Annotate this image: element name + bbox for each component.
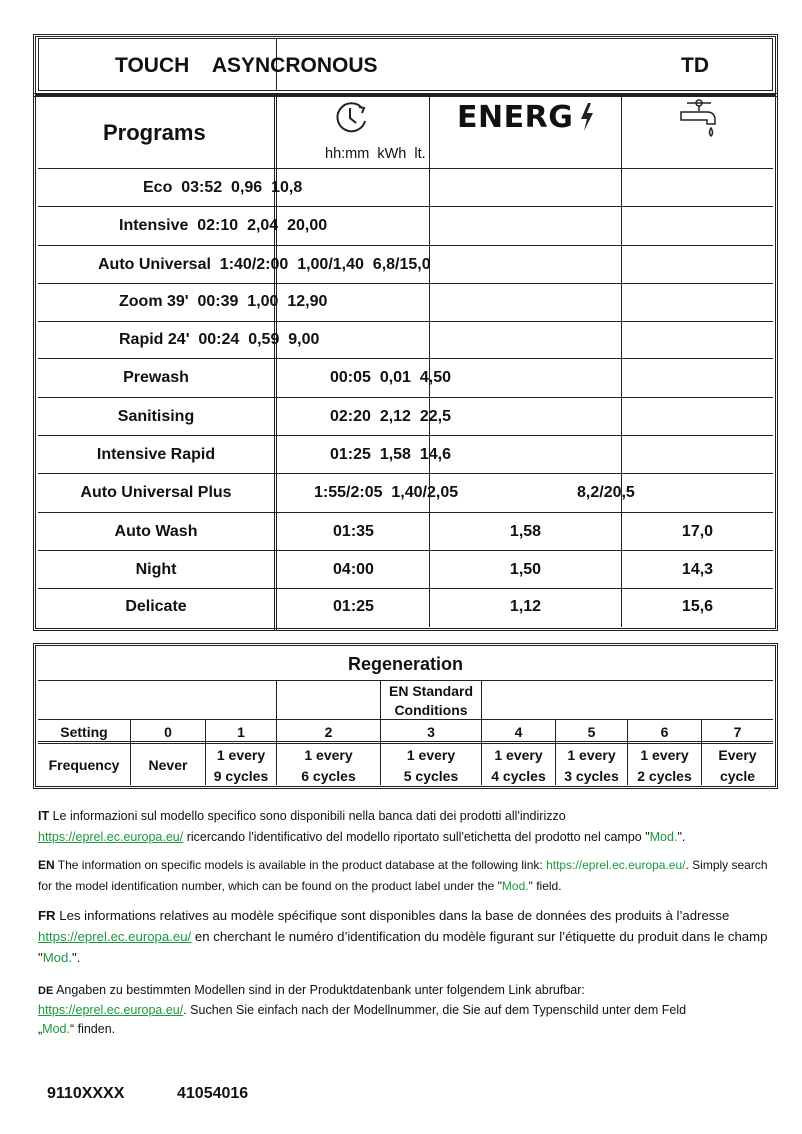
col-sep-water — [621, 97, 622, 627]
row-line — [38, 473, 773, 474]
lang-tag-it: IT — [38, 809, 50, 823]
clock-icon — [331, 99, 373, 142]
program-name: Auto Wash — [114, 523, 198, 540]
setting-value: 0 — [164, 724, 172, 740]
info-en-text: " field. — [528, 879, 562, 893]
program-time: 01:35 — [333, 523, 374, 540]
row-line — [38, 206, 773, 207]
info-de-text: Angaben zu bestimmten Modellen sind in der Produktdatenbank unter folgendem Link abrufbar: — [53, 983, 585, 997]
setting-value: 5 — [587, 724, 596, 740]
info-it-text: ricercando l'identificativo del modello riportato sull'etichetta del prodotto nel campo " — [183, 830, 650, 844]
program-water: 15,6 — [681, 598, 714, 615]
row-line — [38, 435, 773, 436]
setting-value: 2 — [324, 724, 333, 740]
eprel-link[interactable]: https://eprel.ec.europa.eu/ — [546, 858, 686, 872]
programs-label: Programs — [103, 120, 206, 145]
program-water: 8,2/20,5 — [577, 484, 635, 501]
frequency-value: 1 every — [406, 747, 456, 763]
frequency-value: 3 cycles — [564, 768, 619, 784]
info-fr — [38, 905, 778, 968]
frequency-label: Frequency — [48, 757, 120, 773]
row-line — [38, 550, 773, 551]
program-energy: 1,12 — [509, 598, 542, 615]
frequency-value: 9 cycles — [213, 768, 269, 784]
frequency-value: 1 every — [304, 747, 353, 763]
program-row: Auto Universal 1:40/2:00 1,00/1,40 6,8/15,0 — [98, 256, 431, 273]
program-values: 1:55/2:05 1,40/2,05 — [314, 484, 459, 501]
mod-field: Mod. — [42, 950, 73, 965]
reg-col-line — [276, 680, 277, 719]
program-values: 02:20 2,12 22,5 — [330, 408, 451, 425]
regeneration-title: Regeneration — [347, 654, 464, 674]
frequency-value: 1 every — [640, 747, 689, 763]
info-it — [38, 806, 778, 848]
lang-tag-de: DE — [38, 985, 54, 997]
row-line — [38, 168, 773, 169]
eprel-link[interactable]: https://eprel.ec.europa.eu/ — [38, 830, 184, 844]
setting-value: 3 — [427, 724, 435, 740]
header-left-title: TOUCH ASYNCRONOUS — [115, 54, 378, 77]
row-line — [38, 512, 773, 513]
info-de-text: . Suchen Sie einfach nach der Modellnummer, die Sie auf dem Typenschild unter dem Feld — [183, 1003, 687, 1017]
program-name: Prewash — [123, 369, 189, 386]
info-en-text: The information on specific models is available in the product database at the following link: — [54, 858, 547, 872]
program-time: 04:00 — [333, 561, 374, 578]
setting-value: 6 — [660, 724, 669, 740]
frequency-value: 1 every — [494, 747, 543, 763]
program-name: Auto Universal Plus — [80, 484, 232, 501]
info-de-text: „ — [38, 1022, 43, 1036]
setting-value: 1 — [237, 724, 245, 740]
frequency-value: 2 cycles — [637, 768, 692, 784]
row-line — [38, 245, 773, 246]
program-name: Night — [135, 561, 177, 578]
info-fr-text: Les informations relatives au modèle spécifique sont disponibles dans la base de données des produits à l’adresse — [55, 908, 730, 923]
lang-tag-fr: FR — [38, 908, 56, 923]
footer-code-2: 41054016 — [177, 1085, 249, 1102]
frequency-value: 6 cycles — [301, 768, 356, 784]
program-values: 01:25 1,58 14,6 — [330, 446, 451, 463]
program-name: Delicate — [125, 598, 187, 615]
setting-label: Setting — [60, 724, 108, 740]
info-de-text: “ finden. — [69, 1022, 116, 1036]
energy-label: ENERG — [457, 100, 574, 135]
info-fr-text: en cherchant le numéro d’identification du modèle figurant sur l’étiquette du produit dans le champ " — [38, 929, 768, 965]
info-it-text: ". — [677, 830, 686, 844]
program-energy: 1,50 — [509, 561, 542, 578]
program-name: Sanitising — [117, 408, 195, 425]
row-line — [38, 588, 773, 589]
info-en-text: . Simply search for the model identification number, which can be found on the product label under the " — [38, 858, 768, 893]
water-tap-icon — [677, 98, 721, 145]
frequency-value: Never — [148, 757, 188, 773]
frequency-value: cycle — [719, 768, 756, 784]
frequency-value: 1 every — [567, 747, 616, 763]
row-line — [38, 358, 773, 359]
program-water: 14,3 — [681, 561, 714, 578]
col-sep-energy — [429, 97, 430, 627]
mod-field: Mod. — [649, 830, 678, 844]
program-energy: 1,58 — [509, 523, 542, 540]
reg-col-line — [481, 680, 482, 719]
program-water: 17,0 — [681, 523, 714, 540]
program-row: Intensive 02:10 2,04 20,00 — [119, 217, 328, 234]
footer-code-1: 9110XXXX — [47, 1085, 125, 1102]
frequency-value: 1 every — [216, 747, 266, 763]
eprel-link[interactable]: https://eprel.ec.europa.eu/ — [38, 929, 192, 944]
en-standard-line1: EN Standard — [388, 683, 473, 699]
eprel-link[interactable]: https://eprel.ec.europa.eu/ — [38, 1003, 184, 1017]
program-values: 00:05 0,01 4,50 — [330, 369, 451, 386]
program-row: Eco 03:52 0,96 10,8 — [143, 179, 303, 196]
program-row: Rapid 24' 00:24 0,59 9,00 — [119, 331, 320, 348]
info-en — [38, 855, 778, 897]
row-line — [38, 321, 773, 322]
lang-tag-en: EN — [38, 858, 55, 872]
lightning-icon — [580, 103, 594, 136]
mod-field: Mod. — [42, 1022, 70, 1036]
info-fr-text: ". — [72, 950, 81, 965]
info-it-text: Le informazioni sul modello specifico sono disponibili nella banca dati dei prodotti all'indirizzo — [49, 809, 566, 823]
setting-value: 4 — [514, 724, 523, 740]
mod-field: Mod. — [501, 879, 529, 893]
info-de — [38, 981, 778, 1039]
row-line — [38, 397, 773, 398]
frequency-value: Every — [718, 747, 757, 763]
frequency-value: 5 cycles — [403, 768, 459, 784]
setting-value: 7 — [733, 724, 742, 740]
frequency-value: 4 cycles — [491, 768, 546, 784]
header-right-title: TD — [681, 54, 709, 77]
program-time: 01:25 — [333, 598, 374, 615]
program-row: Zoom 39' 00:39 1,00 12,90 — [119, 293, 328, 310]
row-line — [38, 283, 773, 284]
units-label: hh:mm kWh lt. — [325, 146, 426, 162]
en-standard-line2: Conditions — [394, 702, 468, 718]
program-name: Intensive Rapid — [96, 446, 216, 463]
